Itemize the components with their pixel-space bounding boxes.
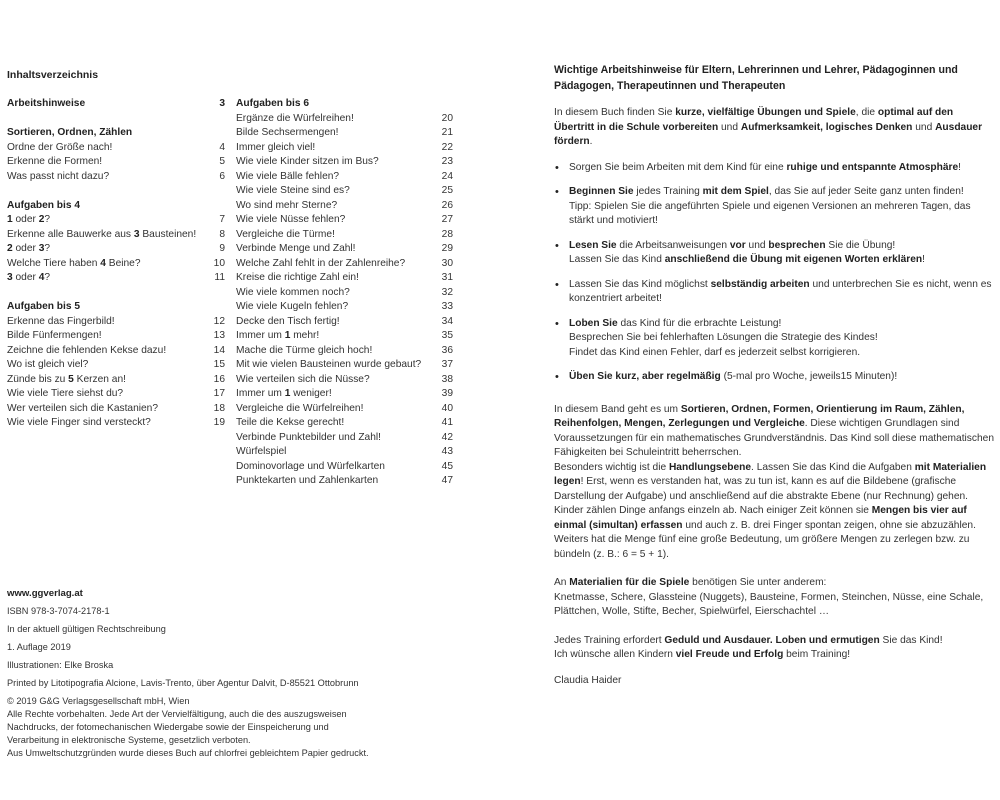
- toc-entry-label: Wie verteilen sich die Nüsse?: [236, 373, 370, 385]
- toc-title: Inhaltsverzeichnis: [7, 69, 99, 81]
- notes-materials: An Materialien für die Spiele benötigen Sie unter anderem: Knetmasse, Schere, Glassteine (Nuggets), Bausteine, Formen, Steinchen, Nüsse, eine Schale, Plättchen, Wolle, Stifte, Becher, Spielwürfel, Eierschachtel …: [554, 577, 984, 617]
- toc-entry-label: Welche Zahl fehlt in der Zahlenreihe?: [236, 257, 406, 269]
- toc-entry-label: Arbeitshinweise: [7, 98, 86, 109]
- toc-section-heading: [7, 199, 225, 214]
- toc-entry-label: Verbinde Menge und Zahl!: [236, 243, 356, 254]
- toc-section-heading: [7, 300, 225, 315]
- notes-bullet-list: [554, 161, 994, 385]
- edition: 1. Auflage 2019: [7, 642, 71, 652]
- toc-entry-label: Welche Tiere haben 4 Beine?: [7, 257, 141, 269]
- toc-entry: [236, 329, 453, 344]
- toc-entry: [236, 460, 453, 475]
- toc-entry-label: Immer gleich viel!: [236, 141, 316, 153]
- toc-entry-label: Dominovorlage und Würfelkarten: [236, 460, 385, 472]
- toc-spacer: [7, 184, 225, 199]
- toc-page-number: 9: [219, 243, 225, 254]
- toc-entry: [236, 155, 453, 170]
- toc-entry: [236, 170, 453, 185]
- notes-bullet-item: • Loben Sie das Kind für die erbrachte Leistung! Besprechen Sie bei fehlerhaften Lösungen die Strategie des Kindes! Findet das Kind einen Fehler, darf es jederzeit selbst korrigieren.: [554, 317, 994, 361]
- toc-entry: [236, 199, 453, 214]
- toc-section-heading: [236, 97, 453, 112]
- toc-entry-label: Wer verteilen sich die Kastanien?: [7, 402, 159, 414]
- copyright: © 2019 G&G Verlagsgesellschaft mbH, Wien: [7, 696, 190, 706]
- toc-page-number: 39: [441, 388, 453, 399]
- toc-entry: [236, 286, 453, 301]
- toc-column-1: [7, 97, 225, 431]
- publisher-website: www.ggverlag.at: [7, 588, 83, 599]
- toc-entry-label: Zünde bis zu 5 Kerzen an!: [7, 373, 126, 385]
- toc-entry-label: 2 oder 3?: [7, 243, 51, 254]
- notes-title: Wichtige Arbeitshinweise für Eltern, Lehrerinnen und Lehrer, Pädagoginnen und Pädagogen, Therapeutinnen und Therapeuten: [554, 64, 958, 92]
- toc-entry-label: Aufgaben bis 5: [7, 301, 81, 312]
- toc-entry-label: Verbinde Punktebilder und Zahl!: [236, 431, 381, 443]
- illustrations-credit: Illustrationen: Elke Broska: [7, 660, 114, 670]
- toc-entry-label: Immer um 1 weniger!: [236, 388, 332, 399]
- toc-page-number: 40: [441, 402, 453, 414]
- toc-entry: [236, 271, 453, 286]
- toc-page-number: 13: [213, 330, 225, 341]
- toc-entry-label: Wie viele Bälle fehlen?: [236, 170, 340, 182]
- toc-entry-label: 3 oder 4?: [7, 272, 51, 283]
- notes-bullet-item: • Lassen Sie das Kind möglichst selbständig arbeiten und unterbrechen Sie es nicht, wenn es konzentriert arbeitet!: [554, 278, 994, 307]
- toc-entry-label: Wo sind mehr Sterne?: [236, 199, 338, 211]
- environment-note: Aus Umweltschutzgründen wurde dieses Buch auf chlorfrei gebleichtem Papier gedruckt.: [7, 748, 369, 758]
- toc-entry-label: Sortieren, Ordnen, Zählen: [7, 127, 133, 138]
- toc-entry: [236, 474, 453, 489]
- rights-line: Verarbeitung in elektronische Systeme, gesetzlich verboten.: [7, 735, 251, 745]
- toc-section-heading: [7, 97, 225, 112]
- toc-entry: [236, 242, 453, 257]
- toc-spacer: [7, 112, 225, 127]
- toc-entry-label: Punktekarten und Zahlenkarten: [236, 475, 379, 486]
- toc-entry: [236, 358, 453, 373]
- toc-page-number: 17: [213, 388, 225, 399]
- toc-page-number: 36: [441, 344, 453, 356]
- toc-entry: [7, 373, 225, 388]
- toc-entry-label: Aufgaben bis 6: [236, 98, 310, 109]
- toc-entry: [236, 213, 453, 228]
- toc-entry-label: Was passt nicht dazu?: [7, 170, 110, 182]
- toc-entry: [236, 431, 453, 446]
- toc-entry: [7, 257, 225, 272]
- toc-entry: [7, 155, 225, 170]
- toc-entry-label: Decke den Tisch fertig!: [236, 315, 340, 327]
- toc-page-number: 6: [219, 170, 225, 182]
- toc-entry: [7, 242, 225, 257]
- toc-page-number: 32: [441, 286, 453, 298]
- toc-entry-label: Vergleiche die Türme!: [236, 228, 335, 240]
- toc-entry-label: Vergleiche die Würfelreihen!: [236, 402, 364, 414]
- toc-entry: [7, 271, 225, 286]
- notes-bullet-item: • Beginnen Sie jedes Training mit dem Spiel, das Sie auf jeder Seite ganz unten finden! Tipp: Spielen Sie die angeführten Spiele und eigenen Versionen an mehreren Tagen, das stärkt und motiviert!: [554, 185, 994, 229]
- toc-page-number: 28: [441, 228, 453, 240]
- toc-page-number: 16: [213, 373, 225, 385]
- toc-page-number: 34: [441, 315, 453, 327]
- toc-page-number: 35: [441, 330, 453, 341]
- toc-page-number: 5: [219, 156, 225, 167]
- toc-page-number: 21: [441, 127, 453, 138]
- toc-entry: [236, 344, 453, 359]
- toc-entry: [7, 402, 225, 417]
- toc-entry-label: Wie viele Steine sind es?: [236, 185, 350, 196]
- toc-page-number: 26: [441, 199, 453, 211]
- toc-entry-label: Wie viele Finger sind versteckt?: [7, 417, 151, 428]
- toc-page-number: 33: [441, 301, 453, 312]
- working-notes: [554, 62, 994, 688]
- toc-entry-label: Erkenne alle Bauwerke aus 3 Bausteinen!: [7, 228, 197, 240]
- toc-page-number: 24: [441, 170, 453, 182]
- toc-entry: [236, 184, 453, 199]
- rights-line: Alle Rechte vorbehalten. Jede Art der Vervielfältigung, auch die des auszugsweisen: [7, 709, 347, 719]
- toc-spacer: [7, 286, 225, 301]
- toc-entry: [7, 141, 225, 156]
- toc-entry: [236, 257, 453, 272]
- toc-entry-label: Würfelspiel: [236, 446, 287, 457]
- toc-entry-label: Erkenne das Fingerbild!: [7, 315, 115, 327]
- toc-entry: [236, 373, 453, 388]
- notes-author: Claudia Haider: [554, 674, 622, 686]
- toc-page-number: 25: [441, 185, 453, 196]
- imprint: [7, 587, 527, 760]
- toc-entry-label: Wie viele kommen noch?: [236, 286, 350, 298]
- notes-intro: In diesem Buch finden Sie kurze, vielfältige Übungen und Spiele, die optimal auf den Übertritt in die Schule vorbereiten und Aufmerksamkeit, logisches Denken und Ausdauer fördern.: [554, 107, 983, 147]
- toc-page-number: 12: [213, 315, 225, 327]
- toc-page-number: 19: [213, 417, 225, 428]
- toc-page-number: 20: [441, 112, 453, 124]
- toc-page-number: 37: [441, 359, 453, 370]
- toc-entry-label: Wie viele Tiere siehst du?: [7, 388, 124, 399]
- toc-entry-label: Erkenne die Formen!: [7, 156, 103, 167]
- toc-page-number: 47: [441, 475, 453, 486]
- toc-entry-label: Wie viele Kugeln fehlen?: [236, 301, 349, 312]
- toc-page-number: 27: [441, 214, 453, 225]
- toc-entry: [7, 416, 225, 431]
- toc-entry-label: Ordne der Größe nach!: [7, 141, 113, 153]
- toc-page-number: 23: [441, 156, 453, 167]
- toc-entry: [236, 126, 453, 141]
- toc-entry-label: Wie viele Kinder sitzen im Bus?: [236, 156, 379, 167]
- spelling-note: In der aktuell gültigen Rechtschreibung: [7, 624, 166, 634]
- toc-entry-label: Mache die Türme gleich hoch!: [236, 344, 373, 356]
- notes-bullet-item: • Sorgen Sie beim Arbeiten mit dem Kind für eine ruhige und entspannte Atmosphäre!: [554, 161, 994, 176]
- toc-page-number: 22: [441, 141, 453, 153]
- notes-bullet-item: • Üben Sie kurz, aber regelmäßig (5-mal pro Woche, jeweils15 Minuten)!: [554, 370, 994, 385]
- toc-entry: [236, 228, 453, 243]
- toc-entry: [236, 315, 453, 330]
- toc-page-number: 30: [441, 257, 453, 269]
- toc-page-number: 31: [441, 272, 453, 283]
- toc-entry: [7, 228, 225, 243]
- printer-note: Printed by Litotipografia Alcione, Lavis-Trento, über Agentur Dalvit, D-85521 Ottobrunn: [7, 678, 359, 688]
- notes-bullet-item: • Lesen Sie die Arbeitsanweisungen vor und besprechen Sie die Übung! Lassen Sie das Kind anschließend die Übung mit eigenen Worten erklären!: [554, 239, 994, 268]
- toc-entry: [7, 213, 225, 228]
- toc-entry-label: Zeichne die fehlenden Kekse dazu!: [7, 344, 167, 356]
- toc-page-number: 3: [219, 98, 225, 109]
- notes-closing: Jedes Training erfordert Geduld und Ausdauer. Loben und ermutigen Sie das Kind! Ich wünsche allen Kindern viel Freude und Erfolg beim Training!: [554, 634, 943, 660]
- toc-entry: [236, 416, 453, 431]
- toc-column-2: [236, 97, 453, 489]
- toc-entry-label: Ergänze die Würfelreihen!: [236, 112, 354, 124]
- toc-section-heading: [7, 126, 225, 141]
- toc-entry-label: 1 oder 2?: [7, 214, 51, 225]
- toc-page-number: 45: [441, 460, 453, 472]
- toc-entry-label: Bilde Sechsermengen!: [236, 127, 339, 138]
- toc-entry-label: Aufgaben bis 4: [7, 199, 81, 211]
- toc-page-number: 7: [219, 214, 225, 225]
- toc-entry: [236, 445, 453, 460]
- toc-page-number: 43: [441, 446, 453, 457]
- toc-page-number: 41: [441, 417, 453, 428]
- toc-entry: [236, 141, 453, 156]
- toc-entry: [7, 315, 225, 330]
- toc-entry: [7, 387, 225, 402]
- toc-entry: [7, 344, 225, 359]
- toc-entry-label: Immer um 1 mehr!: [236, 330, 320, 341]
- toc-entry: [7, 170, 225, 185]
- toc-entry-label: Teile die Kekse gerecht!: [236, 417, 345, 428]
- toc-entry: [7, 329, 225, 344]
- notes-body: In diesem Band geht es um Sortieren, Ordnen, Formen, Orientierung im Raum, Zählen, Reihenfolgen, Mengen, Zerlegungen und Vergleiche. Diese wichtigen Grundlagen sind Voraussetzungen für ein mathematisches Grundverständnis. Das Kind soll diese mathematischen Fähigkeiten bei Schuleintritt beherrschen. Besonders wichtig ist die Handlungsebene. Lassen Sie das Kind die Aufgaben mit Materialien legen! Erst, wenn es verstanden hat, was zu tun ist, kann es auf die Bildebene (grafische Darstellung der Aufgabe) und anschließend auf die abstrakte Ebene (nur Rechnung) gehen. Kinder zählen Dinge anfangs einzeln ab. Nach einiger Zeit können sie Mengen bis vier auf einmal (simultan) erfassen und auch z. B. drei Finger spontan zeigen, ohne sie abzuzählen. Weiters hat die Menge fünf eine große Bedeutung, um größere Mengen zu zerlegen bzw. zu bündeln (z. B.: 6 = 5 + 1).: [554, 403, 994, 560]
- toc-entry-label: Wie viele Nüsse fehlen?: [236, 214, 346, 225]
- toc-entry-label: Wo ist gleich viel?: [7, 359, 89, 370]
- toc-page-number: 8: [219, 228, 225, 240]
- toc-page-number: 11: [214, 272, 225, 283]
- toc-page-number: 4: [219, 141, 225, 153]
- toc-entry-label: Bilde Fünfermengen!: [7, 330, 102, 341]
- toc-page-number: 15: [213, 359, 225, 370]
- toc-entry-label: Mit wie vielen Bausteinen wurde gebaut?: [236, 359, 422, 370]
- toc-entry: [236, 387, 453, 402]
- toc-page-number: 10: [213, 257, 225, 269]
- toc-entry-label: Kreise die richtige Zahl ein!: [236, 272, 359, 283]
- toc-entry: [236, 112, 453, 127]
- toc-page-number: 38: [441, 373, 453, 385]
- isbn: ISBN 978-3-7074-2178-1: [7, 606, 110, 616]
- toc-entry: [236, 300, 453, 315]
- rights-line: Nachdrucks, der fotomechanischen Wiedergabe sowie der Einspeicherung und: [7, 722, 329, 732]
- toc-entry: [236, 402, 453, 417]
- toc-entry: [7, 358, 225, 373]
- toc-page-number: 42: [441, 431, 453, 443]
- toc-page-number: 14: [213, 344, 225, 356]
- toc-page-number: 18: [213, 402, 225, 414]
- toc-page-number: 29: [441, 243, 453, 254]
